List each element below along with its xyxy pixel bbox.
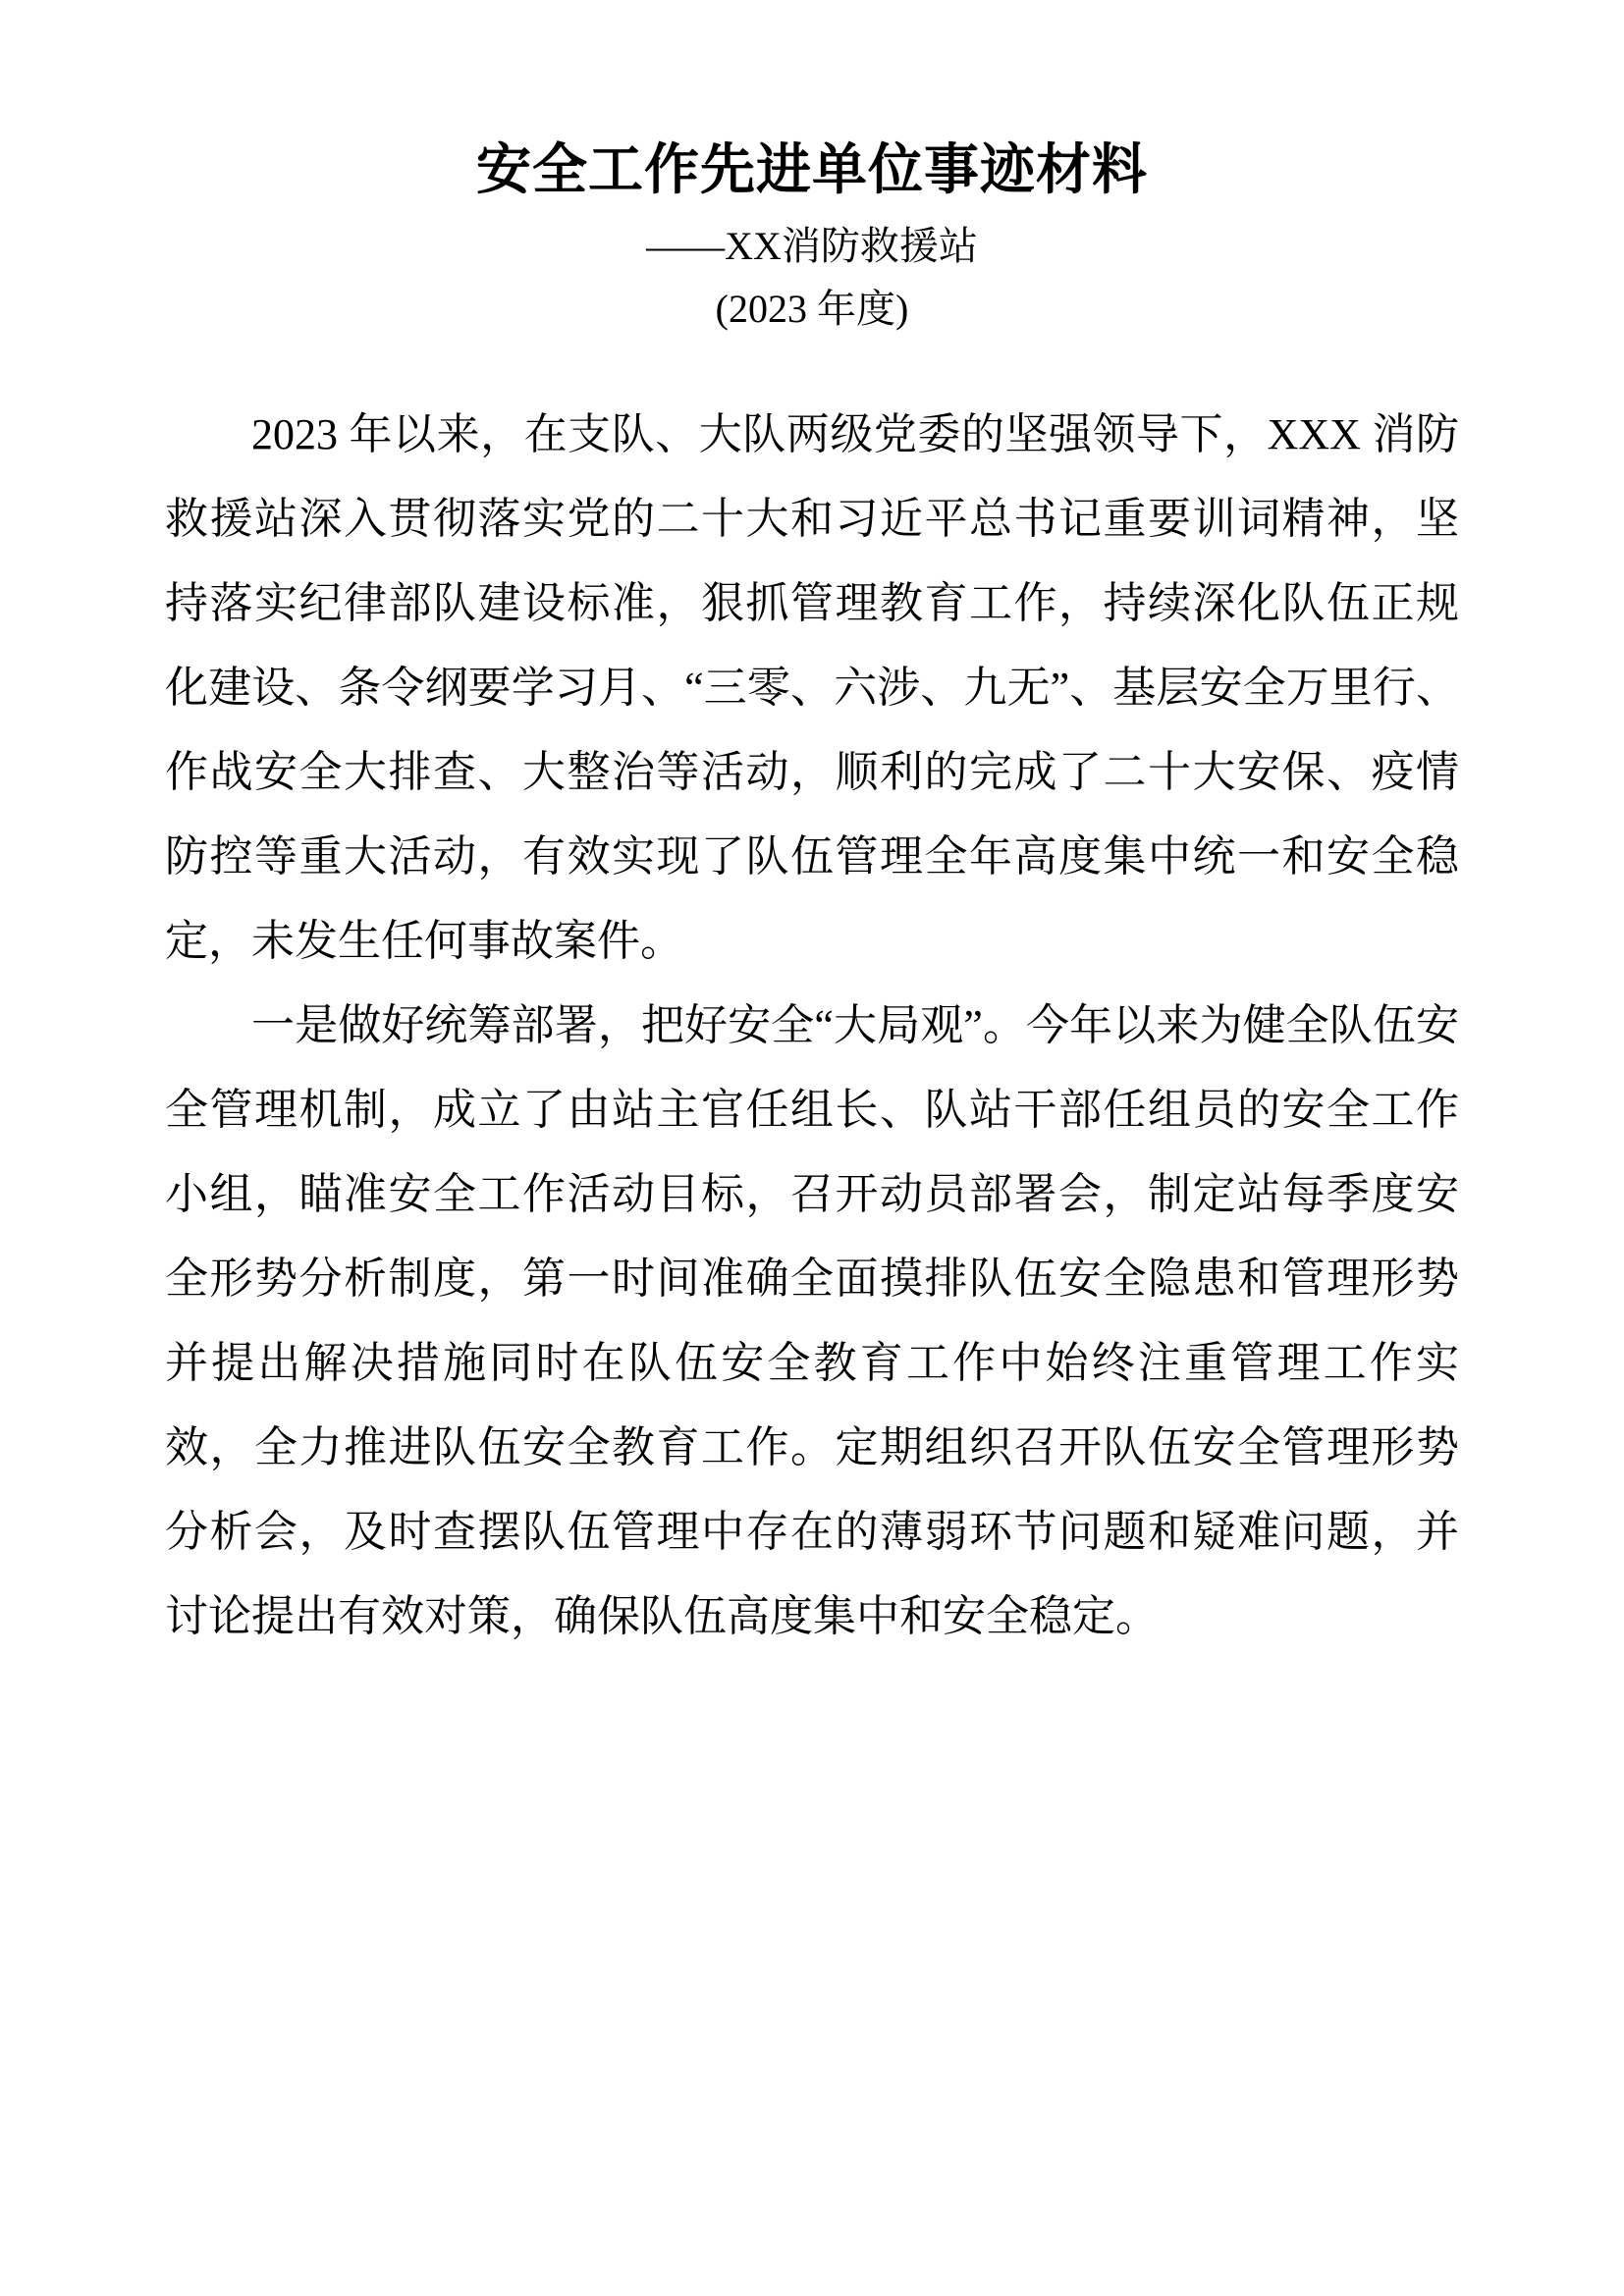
paragraph-2: 一是做好统筹部署，把好安全“大局观”。今年以来为健全队伍安全管理机制，成立了由站主官任组长、队站干部任组员的安全工作小组，瞄准安全工作活动目标，召开动员部署会，制定站每季度安全形势分析制度，第一时间准确全面摸排队伍安全隐患和管理形势并提出解决措施同时在队伍安全教育工作中始终注重管理工作实效，全力推进队伍安全教育工作。定期组织召开队伍安全管理形势分析会，及时查摆队伍管理中存在的薄弱环节问题和疑难问题，并讨论提出有效对策，确保队伍高度集中和安全稳定。: [165, 1001, 1459, 1640]
document-body: [165, 393, 1459, 1659]
document-year-line: (2023 年度): [715, 287, 909, 331]
paragraph-1: 2023 年以来，在支队、大队两级党委的坚强领导下，XXX 消防救援站深入贯彻落实党的二十大和习近平总书记重要训词精神，坚持落实纪律部队建设标准，狠抓管理教育工作，持续深化队伍正规化建设、条令纲要学习月、“三零、六涉、九无”、基层安全万里行、作战安全大排查、大整治等活动，顺利的完成了二十大安保、疫情防控等重大活动，有效实现了队伍管理全年高度集中统一和安全稳定，未发生任何事故案件。: [165, 410, 1459, 965]
document-subtitle: ——XX消防救援站: [646, 224, 978, 268]
document-title: 安全工作先进单位事迹材料: [476, 138, 1148, 202]
